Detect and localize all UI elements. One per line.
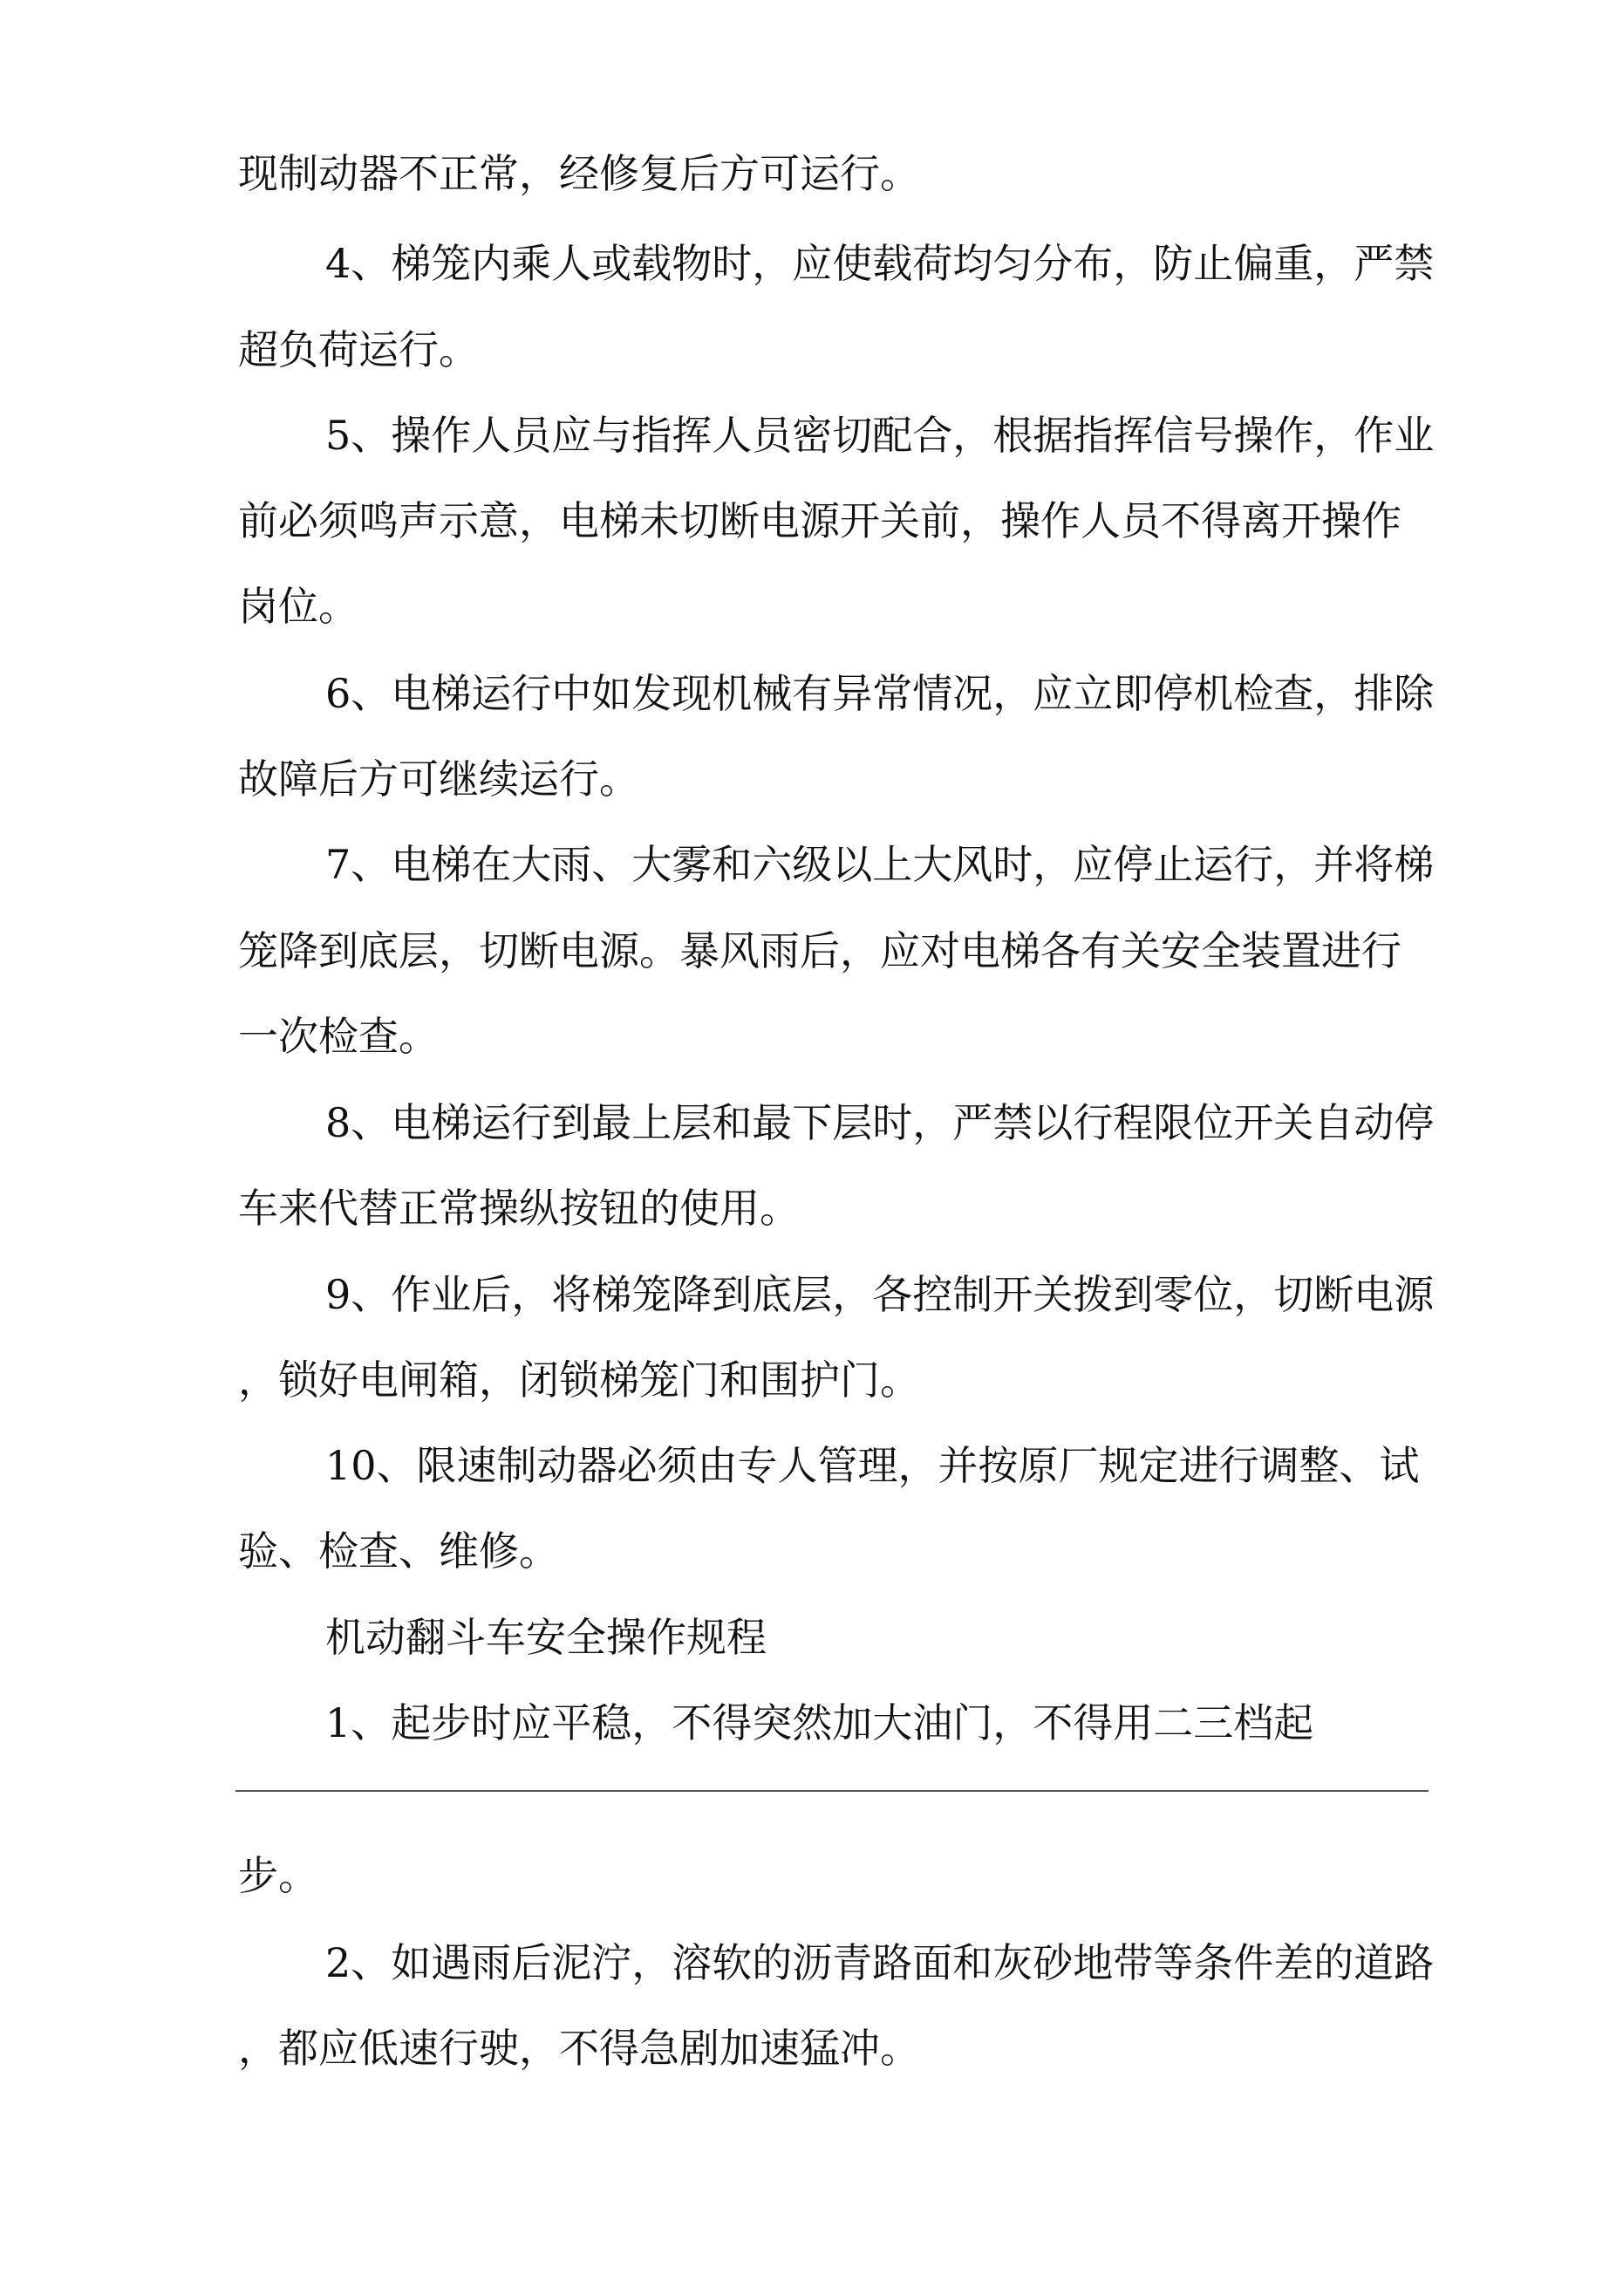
section-heading: 机动翻斗车安全操作规程: [325, 1614, 767, 1661]
text-line: 车来代替正常操纵按钮的使用。: [238, 1185, 800, 1232]
text-line: ，锁好电闸箱，闭锁梯笼门和围护门。: [238, 1356, 920, 1404]
text-line: ，都应低速行驶，不得急剧加速猛冲。: [238, 2025, 920, 2072]
text-line: 10、限速制动器必须由专人管理，并按原厂规定进行调整、试: [325, 1442, 1420, 1489]
text-line: 步。: [238, 1852, 318, 1899]
text-line: 4、梯笼内乘人或载物时，应使载荷均匀分布，防止偏重，严禁: [325, 240, 1435, 287]
text-line: 前必须鸣声示意，电梯未切断电源开关前，操作人员不得离开操作: [238, 497, 1401, 544]
text-line: 8、电梯运行到最上层和最下层时，严禁以行程限位开关自动停: [325, 1099, 1435, 1146]
text-line: 7、电梯在大雨、大雾和六级以上大风时，应停止运行，并将梯: [325, 841, 1435, 888]
text-line: 故障后方可继续运行。: [238, 755, 639, 803]
text-line: 1、起步时应平稳，不得突然加大油门，不得用二三档起: [325, 1699, 1314, 1746]
text-line: 验、检查、维修。: [238, 1527, 559, 1575]
text-line: 岗位。: [238, 583, 358, 630]
text-line: 5、操作人员应与指挥人员密切配合，根据指挥信号操作，作业: [325, 412, 1435, 459]
text-line: 2、如遇雨后泥泞，溶软的沥青路面和灰砂地带等条件差的道路: [325, 1939, 1435, 1986]
text-line: 6、电梯运行中如发现机械有异常情况，应立即停机检查，排除: [325, 670, 1435, 717]
text-line: 超负荷运行。: [238, 326, 479, 373]
text-line: 9、作业后，将梯笼降到底层，各控制开关拨到零位，切断电源: [325, 1271, 1435, 1318]
text-line: 笼降到底层，切断电源。暴风雨后，应对电梯各有关安全装置进行: [238, 927, 1401, 974]
page-break-divider: [235, 1790, 1429, 1792]
text-line: 现制动器不正常，经修复后方可运行。: [238, 150, 920, 197]
text-line: 一次检查。: [238, 1013, 439, 1060]
